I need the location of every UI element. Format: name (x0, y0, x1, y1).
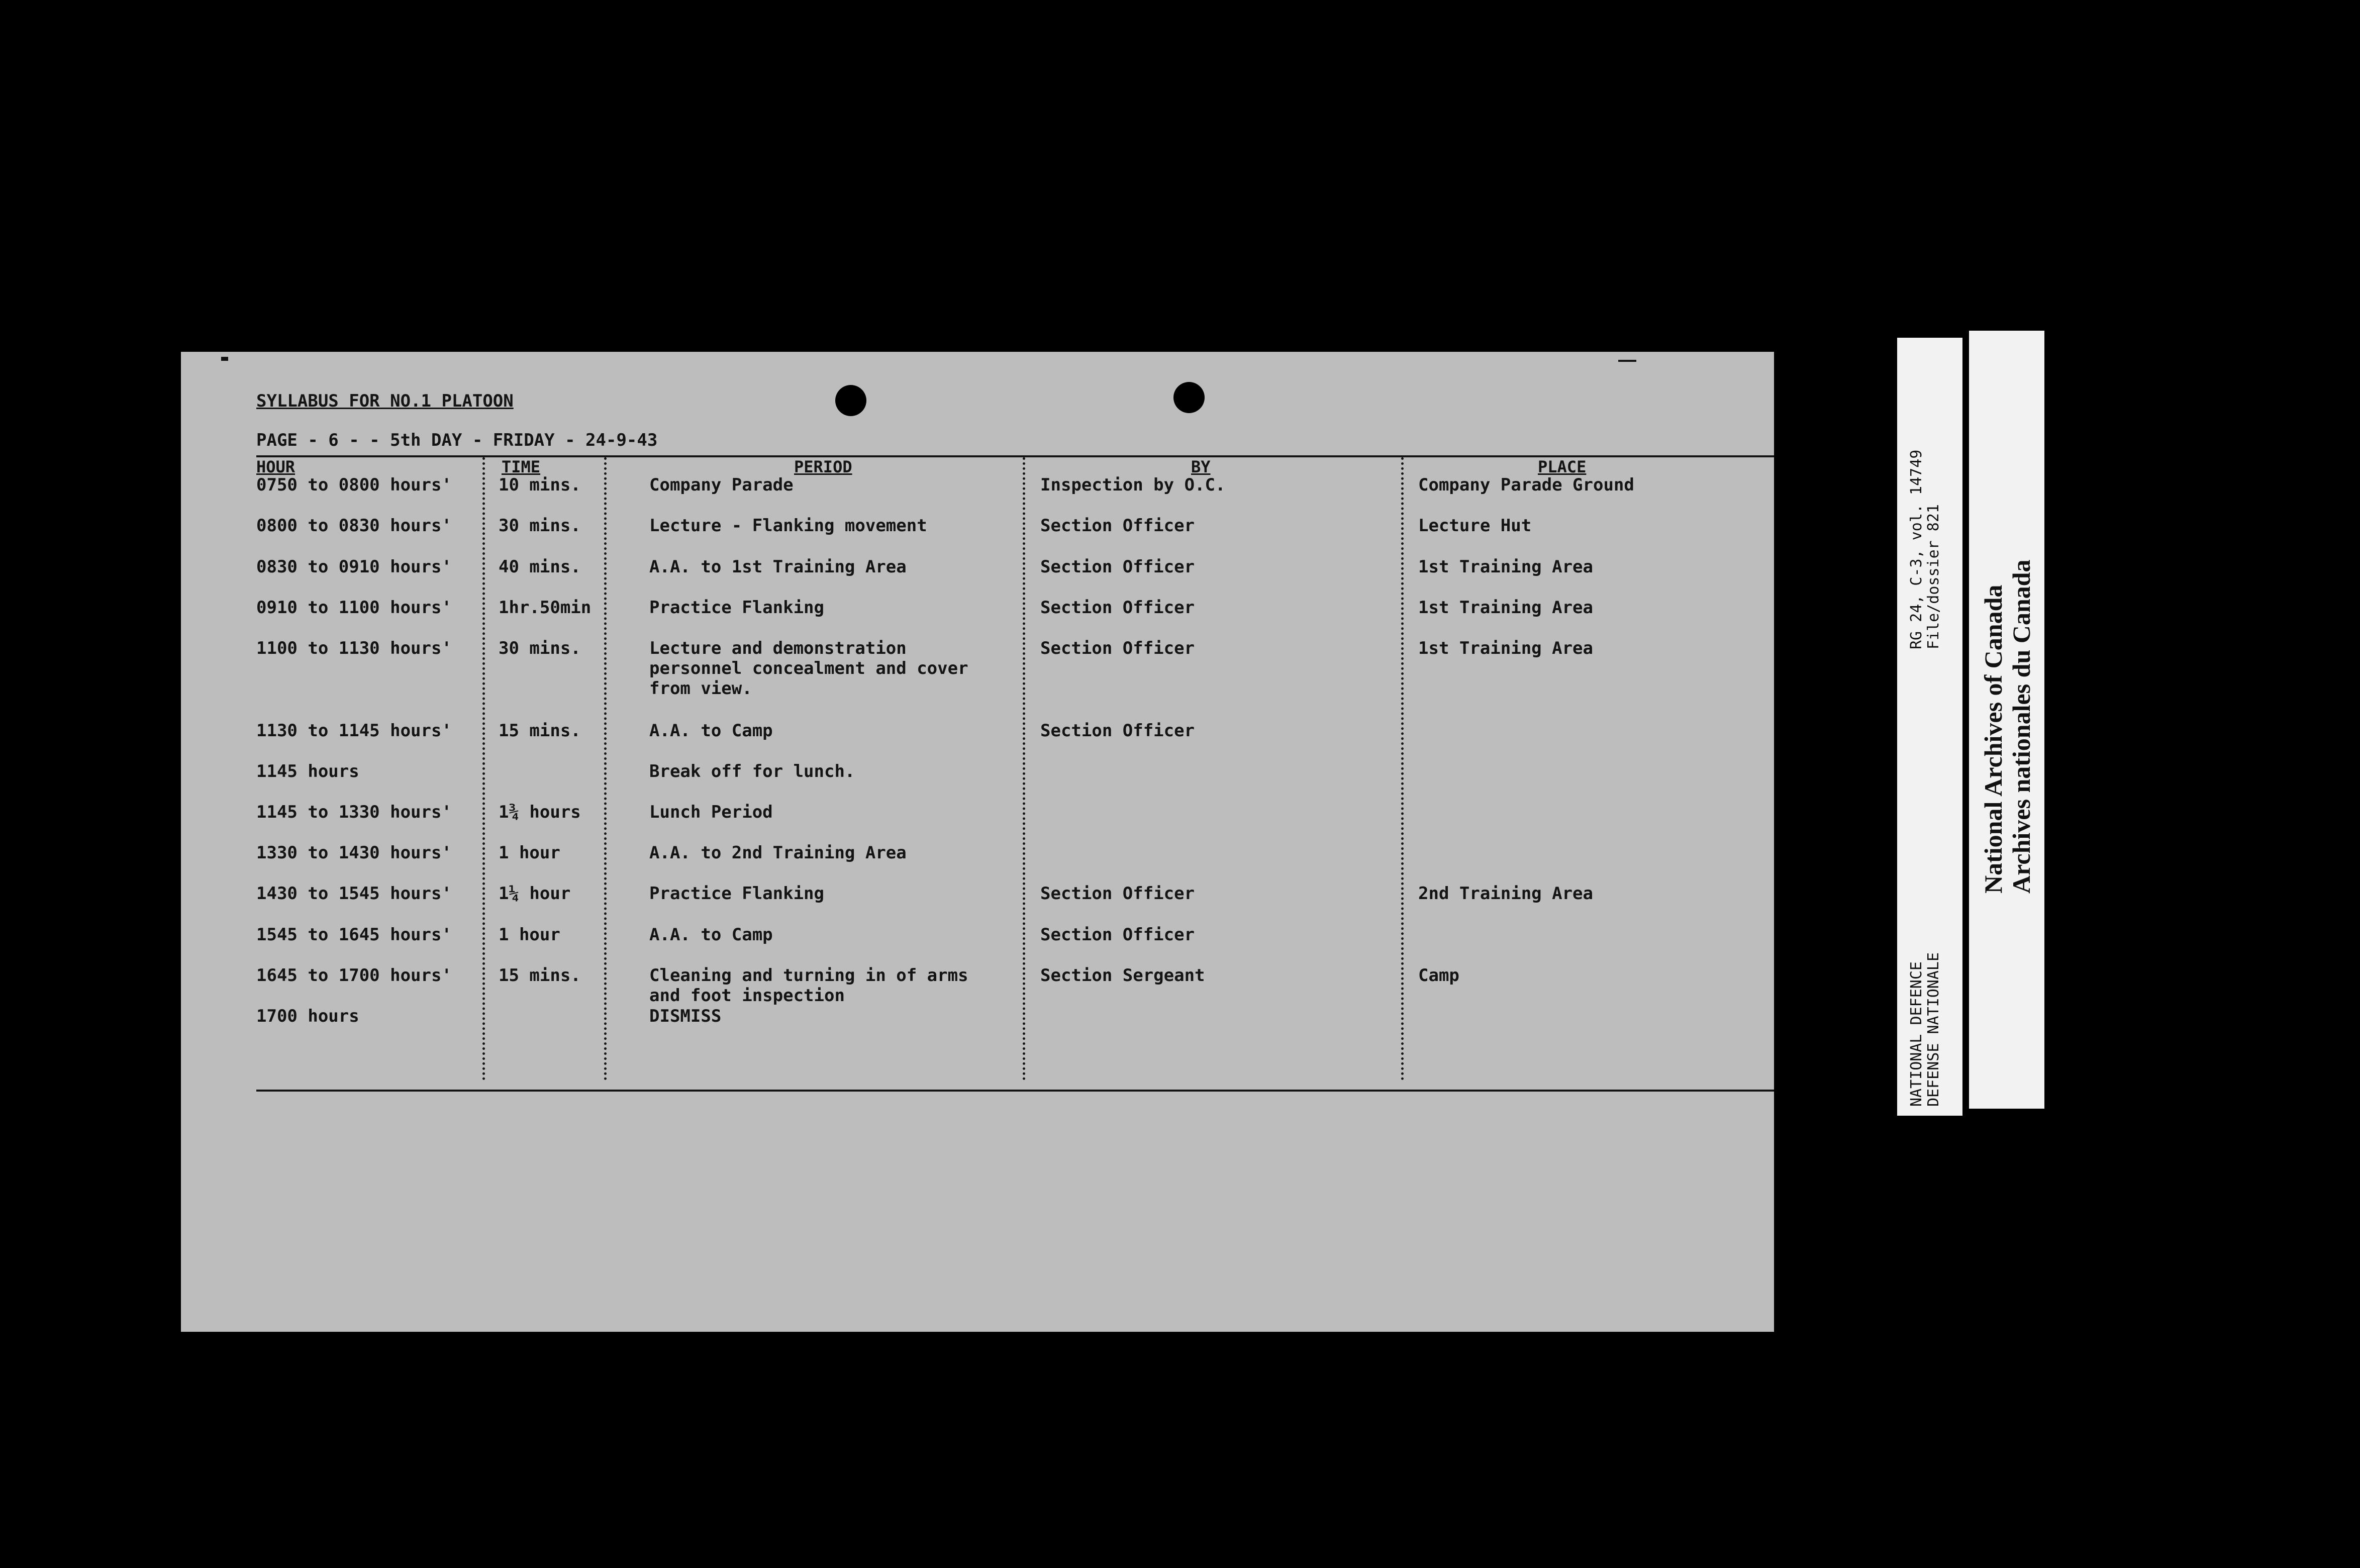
column-divider (1401, 457, 1404, 1081)
reference-line-2: File/dossier 821 (1925, 504, 1942, 649)
column-divider (1023, 457, 1025, 1081)
time-cell: 30 mins. (499, 516, 581, 536)
column-divider (604, 457, 607, 1081)
document-title: SYLLABUS FOR NO.1 PLATOON (256, 391, 514, 411)
time-cell: 10 mins. (499, 475, 581, 495)
header-time: TIME (502, 457, 541, 476)
header-by: BY (1191, 457, 1211, 476)
by-cell: Section Officer (1040, 884, 1195, 904)
by-cell: Section Officer (1040, 925, 1195, 945)
period-cell: Practice Flanking (649, 598, 824, 618)
hour-cell: 1100 to 1130 hours' (256, 638, 452, 658)
syllabus-sheet (181, 352, 1774, 1332)
by-cell: Section Officer (1040, 598, 1195, 618)
hour-cell: 1430 to 1545 hours' (256, 884, 452, 904)
by-cell: Section Officer (1040, 557, 1195, 577)
time-cell: 1¼ hour (499, 884, 571, 904)
by-cell: Inspection by O.C. (1040, 475, 1226, 495)
hour-cell: 0750 to 0800 hours' (256, 475, 452, 495)
period-cell: DISMISS (649, 1006, 722, 1026)
archives-name-en: National Archives of Canada (1979, 584, 2007, 894)
hour-cell: 1145 to 1330 hours' (256, 802, 452, 822)
reference-line-1: RG 24, C-3, vol. 14749 (1908, 449, 1925, 649)
reference-label (1908, 450, 1942, 649)
by-cell: Section Officer (1040, 638, 1195, 658)
time-cell: 1hr.50min (499, 598, 592, 618)
document-subtitle: PAGE - 6 - - 5th DAY - FRIDAY - 24-9-43 (256, 430, 658, 450)
hour-cell: 1545 to 1645 hours' (256, 925, 452, 945)
period-cell: Lecture and demonstration personnel concealment and cover from view. (649, 638, 968, 699)
punch-hole (1173, 382, 1205, 413)
place-cell: 1st Training Area (1418, 557, 1593, 577)
department-label (1908, 952, 1942, 1107)
time-cell: 30 mins. (499, 638, 581, 658)
period-cell: Practice Flanking (649, 884, 824, 904)
time-cell: 1 hour (499, 843, 560, 863)
period-cell: Cleaning and turning in of arms and foot inspection (649, 965, 968, 1006)
place-cell: 1st Training Area (1418, 598, 1593, 618)
time-cell: 15 mins. (499, 965, 581, 986)
speck (1618, 360, 1636, 362)
place-cell: 1st Training Area (1418, 638, 1593, 658)
header-place: PLACE (1538, 457, 1587, 476)
time-cell: 1¾ hours (499, 802, 581, 822)
archives-name-fr: Archives nationales du Canada (2007, 559, 2035, 894)
footer-rule (256, 1090, 1774, 1092)
speck (221, 357, 228, 361)
by-cell: Section Officer (1040, 721, 1195, 741)
period-cell: A.A. to Camp (649, 721, 773, 741)
hour-cell: 0800 to 0830 hours' (256, 516, 452, 536)
period-cell: Lunch Period (649, 802, 773, 822)
time-cell: 40 mins. (499, 557, 581, 577)
punch-hole (835, 385, 866, 416)
time-cell: 15 mins. (499, 721, 581, 741)
hour-cell: 1645 to 1700 hours' (256, 965, 452, 986)
hour-cell: 1700 hours (256, 1006, 359, 1026)
period-cell: Company Parade (649, 475, 794, 495)
department-line-1: NATIONAL DEFENCE (1908, 961, 1925, 1107)
column-divider (482, 457, 485, 1081)
period-cell: Lecture - Flanking movement (649, 516, 927, 536)
period-cell: A.A. to 1st Training Area (649, 557, 907, 577)
header-hour: HOUR (256, 457, 296, 476)
by-cell: Section Sergeant (1040, 965, 1205, 986)
archive-name-card (1969, 331, 2044, 1109)
archive-reference-card (1897, 338, 1962, 1116)
place-cell: 2nd Training Area (1418, 884, 1593, 904)
period-cell: A.A. to Camp (649, 925, 773, 945)
hour-cell: 1145 hours (256, 761, 359, 781)
place-cell: Company Parade Ground (1418, 475, 1634, 495)
place-cell: Camp (1418, 965, 1459, 986)
department-line-2: DEFENSE NATIONALE (1925, 952, 1942, 1107)
hour-cell: 1330 to 1430 hours' (256, 843, 452, 863)
time-cell: 1 hour (499, 925, 560, 945)
by-cell: Section Officer (1040, 516, 1195, 536)
hour-cell: 0910 to 1100 hours' (256, 598, 452, 618)
place-cell: Lecture Hut (1418, 516, 1532, 536)
hour-cell: 1130 to 1145 hours' (256, 721, 452, 741)
period-cell: Break off for lunch. (649, 761, 855, 781)
archives-name (1979, 560, 2035, 894)
header-period: PERIOD (794, 457, 852, 476)
hour-cell: 0830 to 0910 hours' (256, 557, 452, 577)
period-cell: A.A. to 2nd Training Area (649, 843, 907, 863)
